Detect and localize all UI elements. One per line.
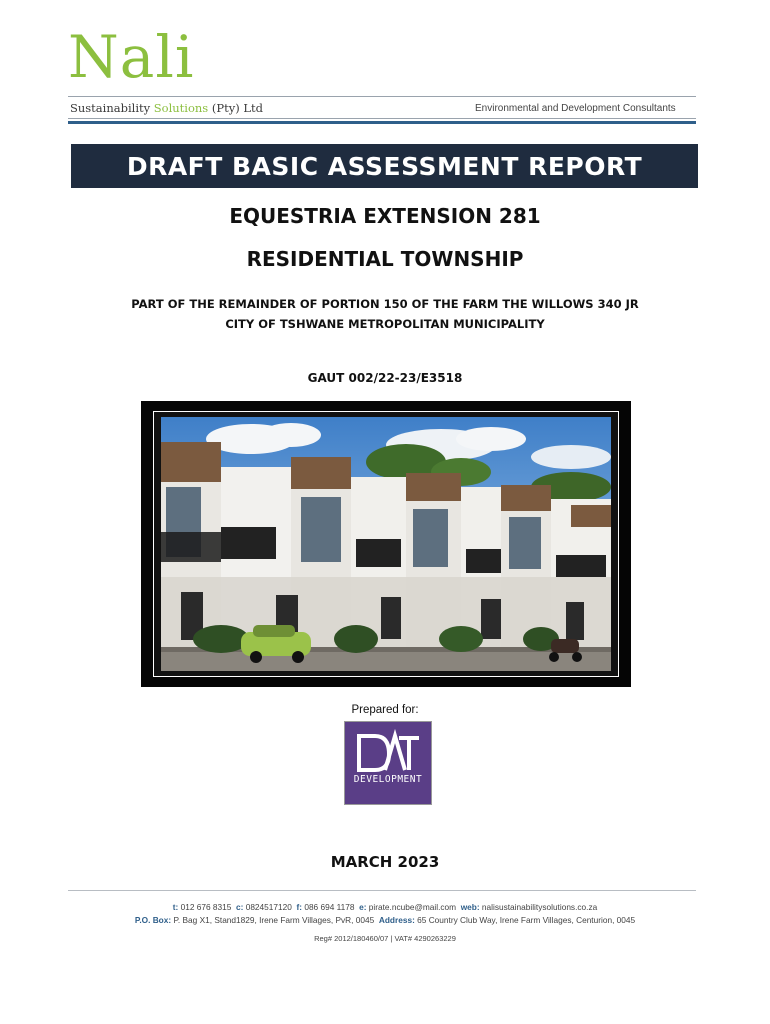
company-logo-wordmark: Nali — [68, 23, 195, 91]
company-name — [70, 101, 263, 115]
header-rule-thin — [68, 118, 696, 119]
company-tagline: Environmental and Development Consultants — [475, 103, 676, 114]
project-title-line1: EQUESTRIA EXTENSION 281 — [229, 204, 541, 228]
prepared-for-label: Prepared for: — [351, 704, 419, 716]
footer-web-link[interactable]: nalisustainabilitysolutions.co.za — [481, 902, 598, 912]
footer-registration: Reg# 2012/180460/07 | VAT# 4290263229 — [314, 934, 456, 943]
client-logo-text: DEVELOPMENT — [353, 774, 423, 785]
footer-rule — [68, 890, 696, 891]
header-rule-blue — [68, 121, 696, 124]
company-name-suffix: (Pty) Ltd — [211, 101, 263, 115]
report-date: MARCH 2023 — [330, 853, 440, 871]
project-title-line2: RESIDENTIAL TOWNSHIP — [246, 247, 524, 271]
reference-number: GAUT 002/22-23/E3518 — [307, 371, 463, 385]
company-name-green: Solutions — [153, 101, 209, 115]
footer-address-line: P.O. Box: P. Bag X1, Stand1829, Irene Farm Villages, PvR, 0045 Address: 65 Country Club Way, Irene Farm Villages, Centurion, 0045 — [134, 915, 636, 925]
client-logo — [344, 721, 432, 805]
header-rule-top — [68, 96, 696, 97]
townhouse-photo — [161, 417, 611, 671]
report-title-banner: DRAFT BASIC ASSESSMENT REPORT — [71, 144, 698, 188]
company-name-prefix: Sustainability — [70, 101, 151, 115]
property-description: PART OF THE REMAINDER OF PORTION 150 OF THE FARM THE WILLOWS 340 JR — [131, 297, 639, 311]
client-monogram-icon — [345, 722, 431, 804]
municipality-name: CITY OF TSHWANE METROPOLITAN MUNICIPALITY — [225, 317, 545, 331]
footer-email-link[interactable]: pirate.ncube@mail.com — [368, 902, 457, 912]
footer-contact-line: t: 012 676 8315 c: 0824517120 f: 086 694 1178 e: pirate.ncube@mail.com web: nalisustainabilitysolutions.co.za — [172, 902, 598, 912]
